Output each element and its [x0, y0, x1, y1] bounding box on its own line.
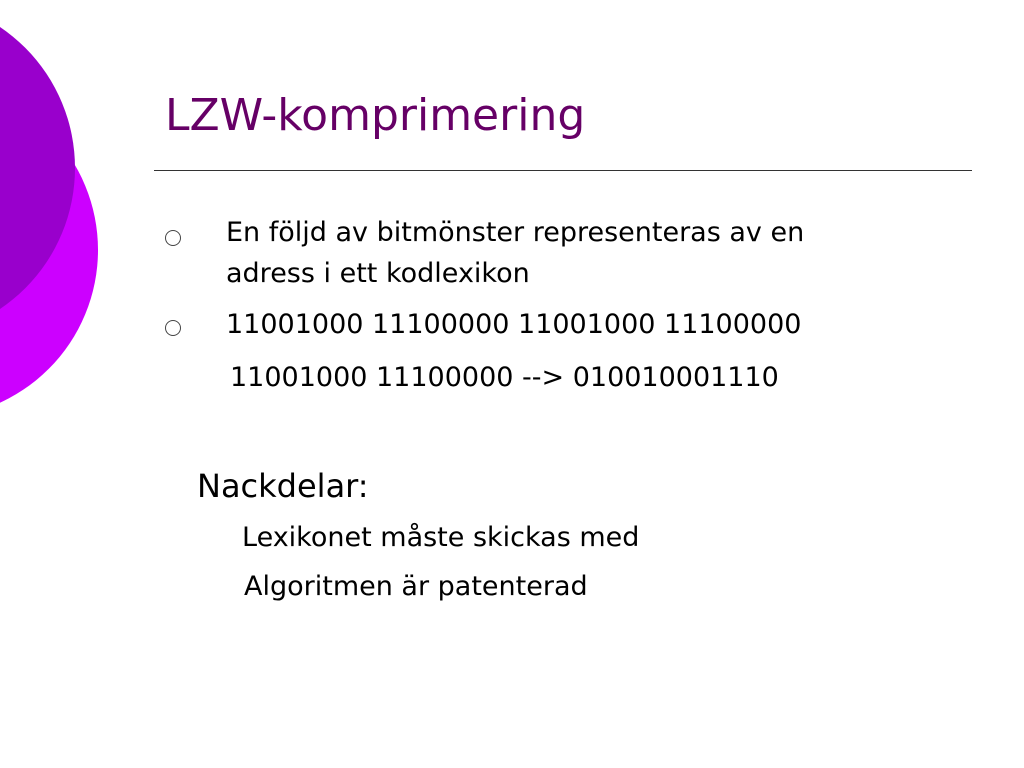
disadvantage-item: Lexikonet måste skickas med — [242, 522, 640, 553]
bullet-1-line-2: adress i ett kodlexikon — [226, 258, 530, 289]
title-divider — [154, 170, 972, 171]
decorative-circles — [0, 0, 120, 420]
disadvantage-item: Algoritmen är patenterad — [244, 571, 588, 602]
bullet-2-line-1: 11001000 11100000 11001000 11100000 — [226, 309, 802, 340]
bullet-marker — [165, 320, 181, 336]
slide-title: LZW-komprimering — [165, 90, 586, 141]
bullet-1-line-1: En följd av bitmönster representeras av en — [226, 217, 805, 248]
bullet-2-line-2: 11001000 11100000 --> 010010001110 — [230, 362, 779, 393]
disadvantages-heading: Nackdelar: — [197, 467, 369, 505]
bullet-marker — [165, 230, 181, 246]
